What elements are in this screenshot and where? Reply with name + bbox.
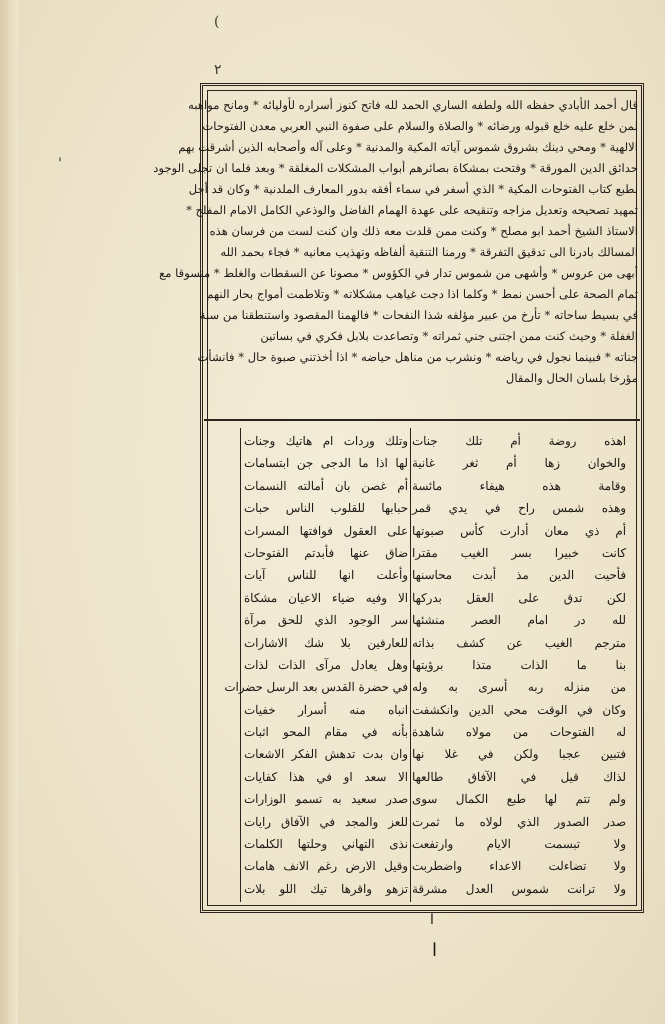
verse-line: مترجم الغيب عن كشف بذاته [412, 635, 626, 650]
page-number-mark: ٢ [214, 62, 222, 78]
verse-line: لله در امام العصر منشئها [412, 613, 626, 628]
prose-line: تمام الصحة على أحسن نمط * وكلما اذا دجت غياهب مشكلاته * وتلاطمت أمواج بحار النهم [206, 287, 638, 301]
prose-line: الالهية * ومحي دينك بشروق شموس آياته المكية والمدنية * وعلى آله وأصحابه الذين أشرقت بهم [178, 140, 638, 154]
verse-line: ولا ترانت شموس العدل مشرقة [412, 881, 626, 896]
prose-line: الاستاذ الشيخ أحمد ابو مصلح * وكنت ممن قلدت معه ذلك وان كنت لست من فرسان هذه [209, 224, 638, 238]
page-spine-shadow [0, 0, 18, 1024]
margin-mark: ' [58, 156, 62, 172]
prose-line: بطبع كتاب الفتوحات المكية * الذي أسفر في سماء أفقه بدور المعارف الملدنية * وكان قد أجل [188, 182, 638, 196]
verse-line: وقيل الارض رغم الانف هامات [244, 859, 408, 874]
verse-column-left [224, 430, 408, 900]
column-divider [240, 428, 241, 902]
verse-line: ولا تبسمت الايام وارتفعت [412, 837, 626, 852]
verse-line: للعز والمجد في الآفاق رايات [244, 814, 408, 829]
verse-line: كانت خبيرا بسر الغيب مقترا [412, 545, 626, 560]
verse-line: لذاك قيل في الآفاق طالعها [412, 769, 626, 784]
verse-line: أم غصن بان أمالته النسمات [244, 478, 408, 493]
bottom-margin-mark: ا [432, 940, 438, 961]
verse-line: له الفتوحات من مولاه شاهدة [412, 725, 626, 740]
verse-line: الا سعد او في هذا كفايات [244, 769, 408, 784]
prose-introduction [153, 95, 638, 413]
column-divider [410, 428, 411, 902]
verse-line: وهل يعادل مرآى الذات لذات [244, 657, 408, 672]
section-divider [204, 419, 640, 421]
verse-line: فتبين عجبا ولكن في غلا نها [412, 747, 626, 762]
margin-mark: ( [214, 14, 220, 30]
prose-line: في بسيط ساحاته * تأرخ من عبير مؤلفه شذا النفحات * فالهمنا المقصود واستنطقنا من سنة [199, 308, 638, 322]
prose-line: جناته * فبينما نجول في رياضه * ونشرب من مناهل حياضه * اذا أخذتني صبوة حال * فانشأت [197, 350, 638, 364]
verse-line: في حضرة القدس بعد الرسل حضرات [224, 680, 408, 695]
verse-line: بنا ما الذات متذا برؤيتها [412, 657, 626, 672]
verse-line: ولا تضاءلت الاعداء واضطربت [412, 859, 626, 874]
verse-line: انباه منه أسرار خفيات [244, 702, 408, 717]
verse-line: صدر سعيد به تسمو الوزارات [244, 792, 408, 807]
prose-line: الغفلة * وحيث كنت ممن اجتنى جني ثمراته * وتصاعدت بلابل فكري في بساتين [260, 329, 638, 343]
verse-line: تزهو واقرها تيك اللو بلات [244, 881, 408, 896]
verse-line: وهذه شمس راح في يدي قمر [412, 501, 626, 516]
verse-line: بأنه في مقام المحو اثبات [244, 725, 408, 740]
verse-line: فأحيت الدين مذ أبدت محاسنها [412, 568, 626, 583]
prose-line: حدائق الدين المورقة * وفتحت بمشكاة بصائرهم أبواب المشكلات المغلقة * وبعد فلما ان تجلى الوجود [153, 161, 638, 175]
prose-line: لمن خلع عليه خلع قبوله ورضائه * والصلاة والسلام على صفوة النبي العربي معدن الفتوحات [202, 119, 638, 133]
prose-line: مؤرخا بلسان الحال والمقال [505, 371, 638, 385]
verse-line: ولم تتم لها طبع الكمال سوى [412, 792, 626, 807]
verse-line: على العقول فوافتها المسرات [244, 523, 408, 538]
verse-line: من منزله ربه أسرى به وله [412, 680, 626, 695]
verse-line: أم ذي معان أدارت كأس صبوتها [412, 523, 626, 538]
verse-line: للعارفين بلا شك الاشارات [244, 635, 408, 650]
verse-line: سر الوجود الذي للحق مرآة [244, 613, 408, 628]
verse-column-right [412, 430, 626, 900]
prose-line: المسالك بادرنا الى تدقيق التفرقة * ورمنا التنقية ألفاظه وتهذيب معانيه * فجاء بحمد الله [220, 245, 638, 259]
prose-line: تمهيد تصحيحه وتعديل مزاجه وتنقيحه على عهدة الهمام الفاضل والوذعي الكامل الامام المفلح * [186, 203, 638, 217]
verse-line: نذى التهاني وحلتها الكلمات [244, 837, 408, 852]
verse-line: اهذه روضة أم تلك جنات [412, 434, 626, 448]
prose-line: أبهى من عروس * وأشهى من شموس تدار في الكؤوس * مصونا عن السقطات والغلط * منسوقا مع [159, 266, 638, 280]
prose-line: قال أحمد الأبادي حفظه الله ولطفه الساري الحمد لله فاتح كنوز أسراره لأوليائه * ومانح مواهبه [188, 98, 638, 112]
verse-line: والخوان زها أم ثغر غانية [412, 456, 626, 471]
verse-line: ضاق عنها فأبدتم الفتوحات [244, 545, 408, 560]
verse-line: وكان في الوقت محي الدين وانكشفت [412, 702, 626, 717]
verse-line: وقامة هذه هيفاء مائسة [412, 478, 626, 493]
verse-line: وتلك وردات ام هاتيك وجنات [244, 434, 408, 448]
verse-line: صدر الصدور الذي لولاه ما ثمرت [412, 814, 626, 829]
verse-line: وأعلت انها للناس آيات [244, 568, 408, 583]
verse-line: لكن تدق على العقل بدركها [412, 590, 626, 605]
verse-line: الا وفيه ضياء الاعيان مشكاة [244, 590, 408, 605]
catchword-mark: ا [430, 912, 434, 928]
verse-line: لها اذا ما الدجى جن ابتسامات [244, 456, 408, 471]
verse-line: وان بدت تدهش الفكر الاشعات [244, 747, 408, 762]
verse-line: حبابها للقلوب الناس حبات [244, 501, 408, 516]
